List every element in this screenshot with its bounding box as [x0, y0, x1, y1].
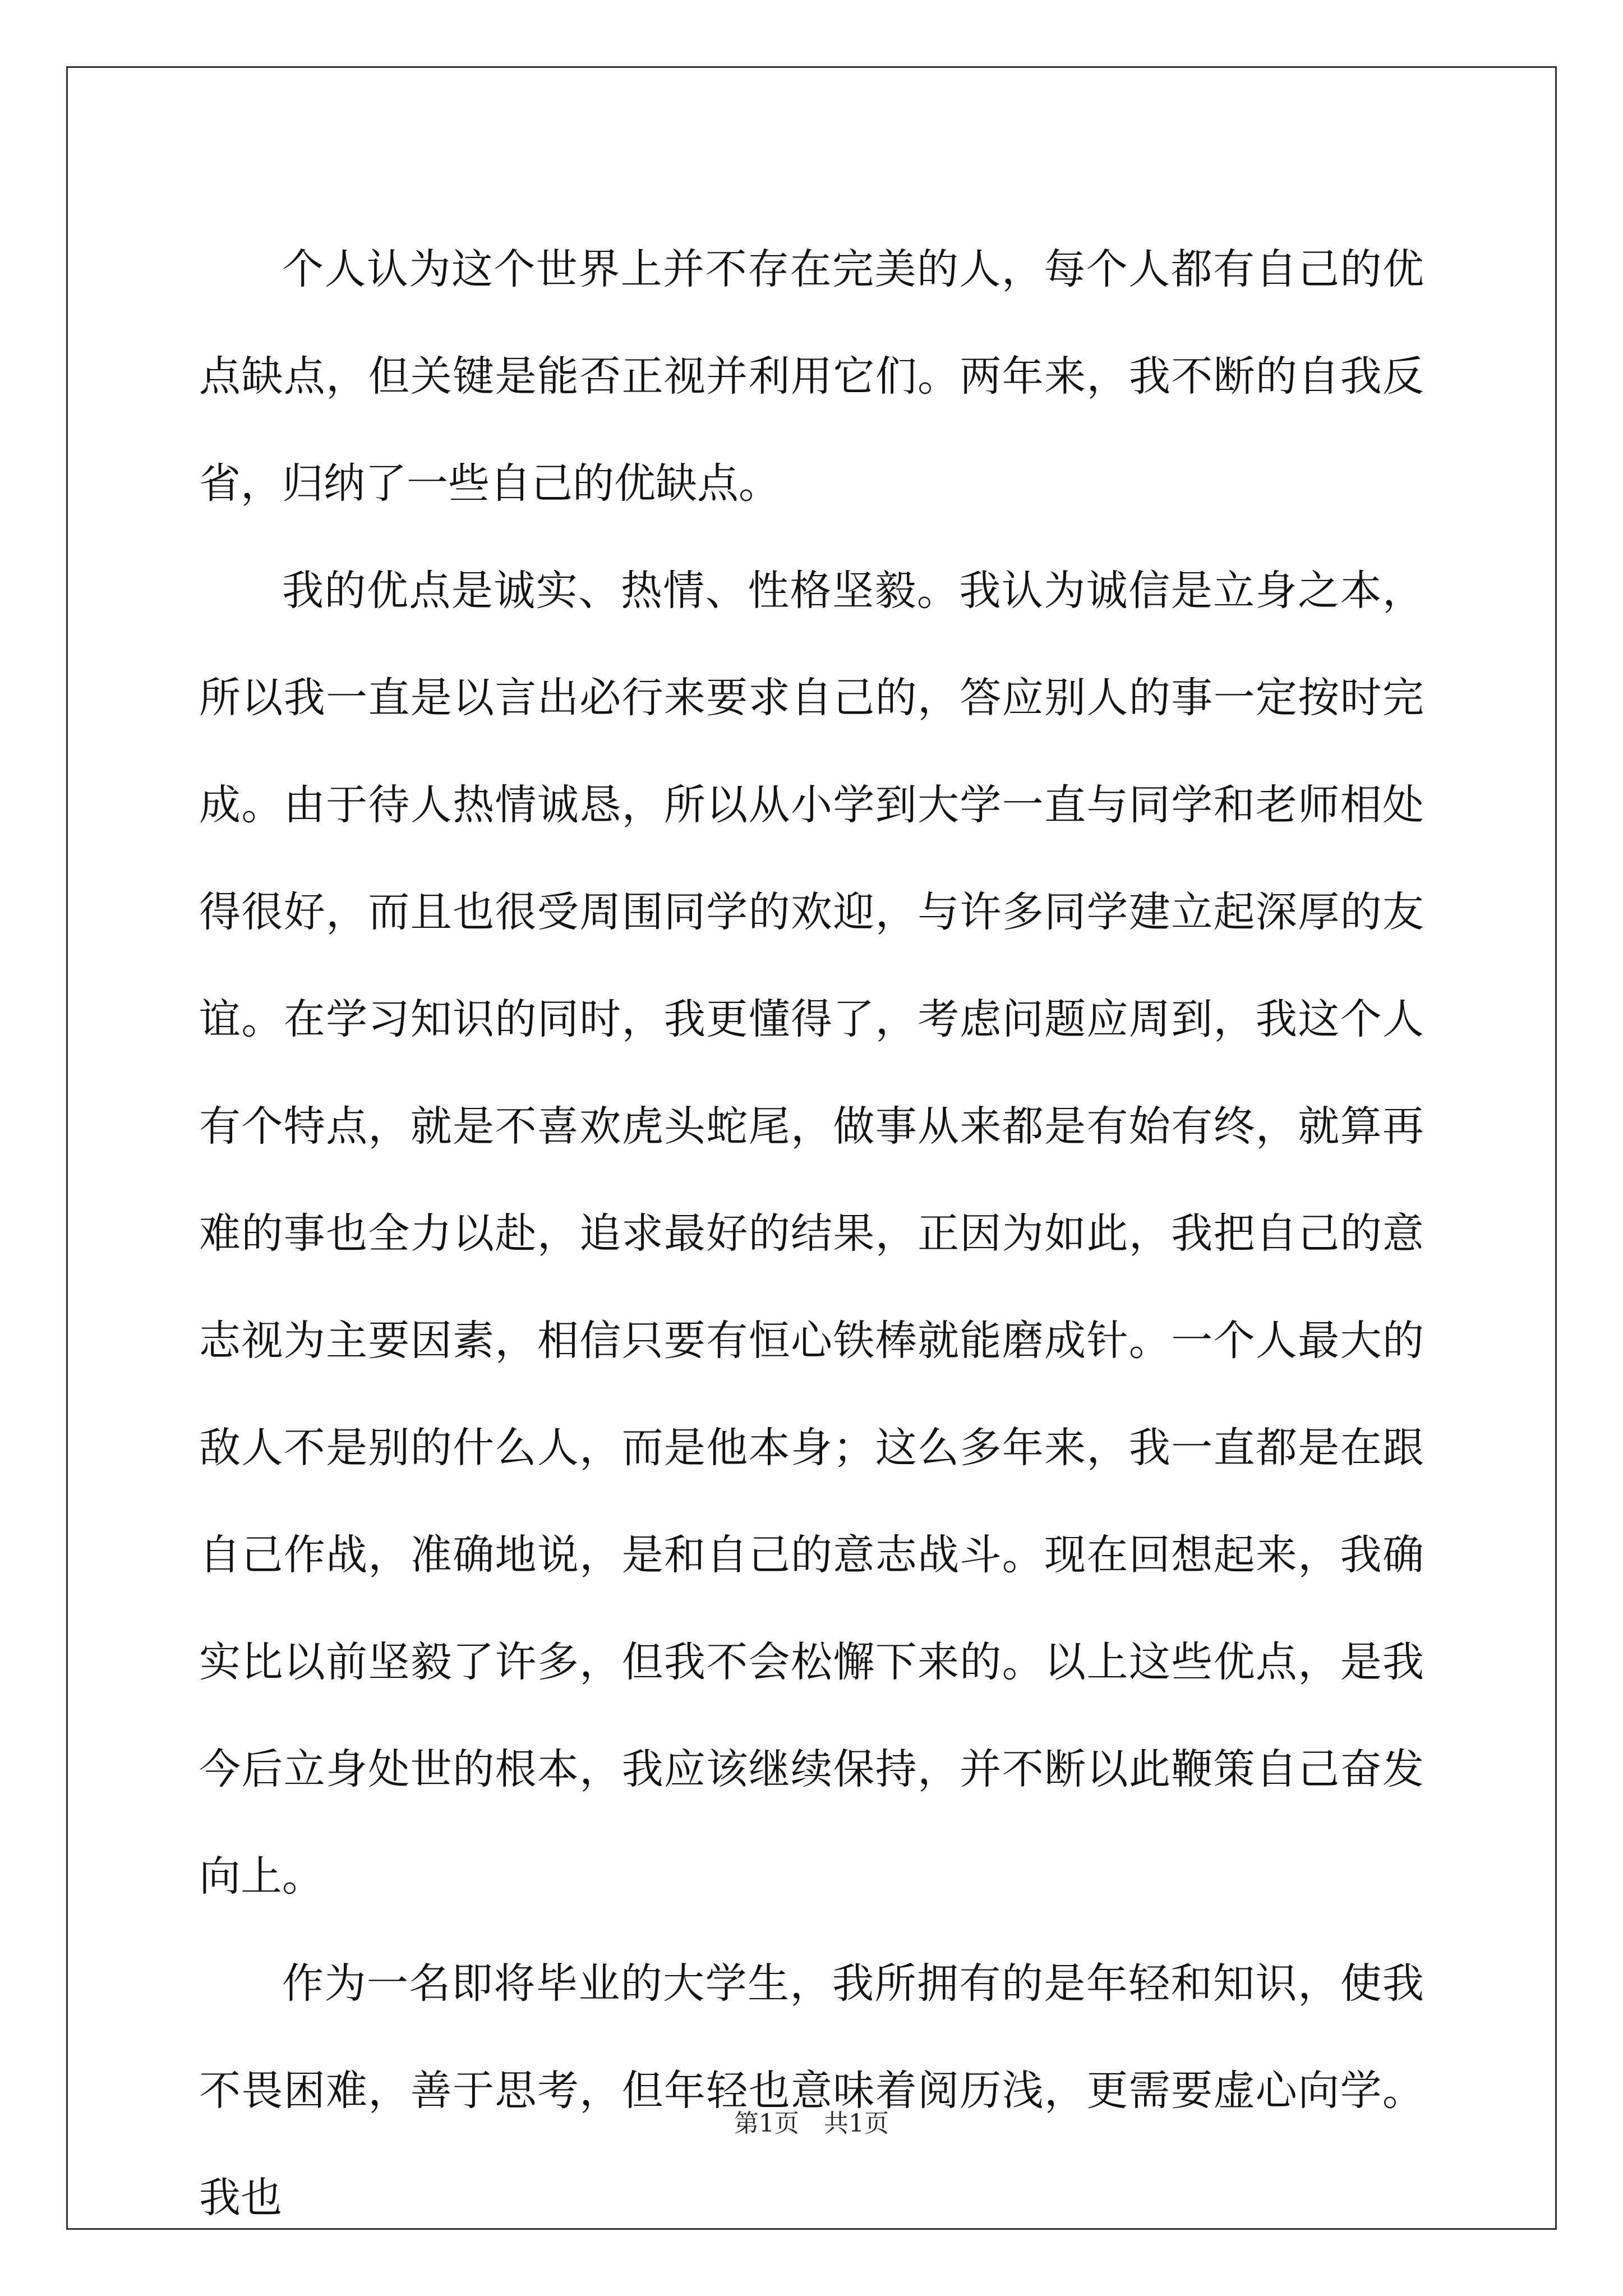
page-footer: 第1页 共1页: [734, 2109, 889, 2138]
document-body: [199, 216, 1424, 2252]
paragraph: 个人认为这个世界上并不存在完美的人，每个人都有自己的优点缺点，但关键是能否正视并利用它们。两年来，我不断的自我反省，归纳了一些自己的优缺点。: [199, 245, 1424, 508]
paragraph: 我的优点是诚实、热情、性格坚毅。我认为诚信是立身之本，所以我一直是以言出必行来要求自己的，答应别人的事一定按时完成。由于待人热情诚恳，所以从小学到大学一直与同学和老师相处得很好，而且也很受周围同学的欢迎，与许多同学建立起深厚的友谊。在学习知识的同时，我更懂得了，考虑问题应周到，我这个人有个特点，就是不喜欢虎头蛇尾，做事从来都是有始有终，就算再难的事也全力以赴，追求最好的结果，正因为如此，我把自己的意志视为主要因素，相信只要有恒心铁棒就能磨成针。一个人最大的敌人不是别的什么人，而是他本身；这么多年来，我一直都是在跟自己作战，准确地说，是和自己的意志战斗。现在回想起来，我确实比以前坚毅了许多，但我不会松懈下来的。以上这些优点，是我今后立身处世的根本，我应该继续保持，并不断以此鞭策自己奋发向上。: [199, 567, 1424, 1901]
paragraph: 作为一名即将毕业的大学生，我所拥有的是年轻和知识，使我不畏困难，善于思考，但年轻也意味着阅历浅，更需要虚心向学。我也: [199, 1959, 1424, 2222]
